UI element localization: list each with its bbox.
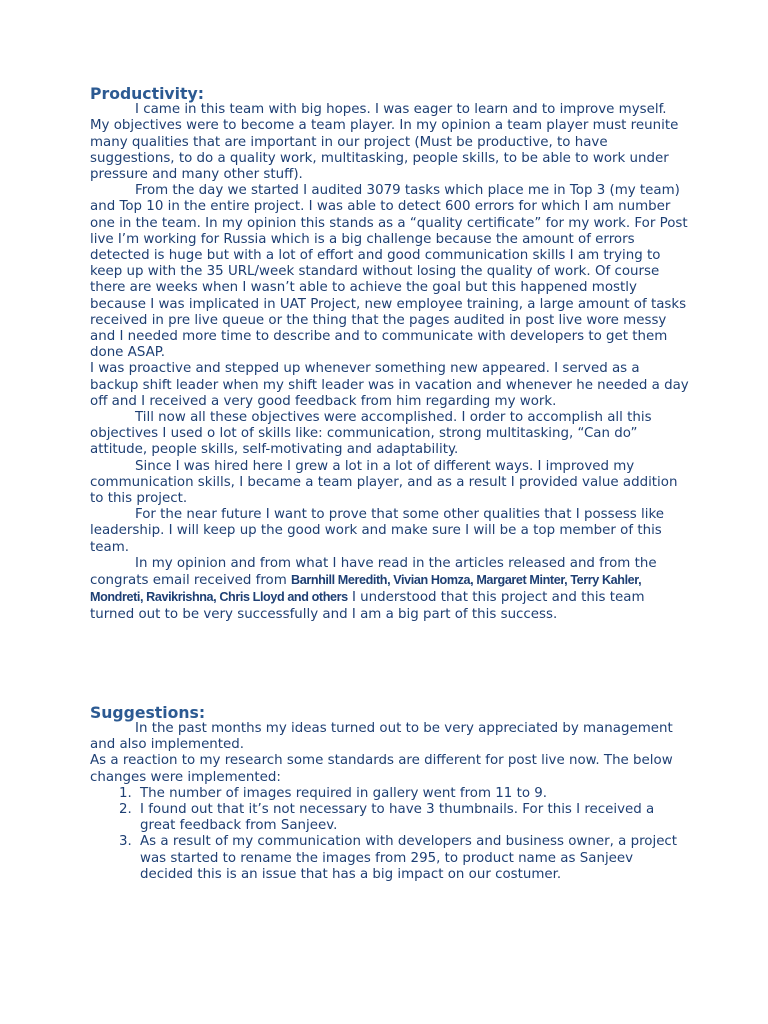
list-item: 1. The number of images required in gallery went from 11 to 9.	[136, 786, 690, 802]
productivity-paragraph-8	[90, 556, 690, 623]
suggestions-heading: Suggestions:	[90, 702, 206, 722]
section-spacer	[90, 623, 690, 705]
productivity-heading: Productivity:	[90, 84, 204, 103]
paragraph-8-intro: In my opinion and from what I have read in the articles released and from the congrats email received from	[90, 555, 657, 589]
congratulators-names: Barnhill Meredith, Vivian Homza, Margaret Minter, Terry Kahler, Mondreti, Ravikrishna, Chris Lloyd and others	[90, 573, 642, 605]
productivity-paragraph-3: From the day we started I audited 3079 tasks which place me in Top 3 (my team) and Top 10 in the entire project. I was able to detect 600 errors for which I am number one in the team. In my opinion this stands as a “quality certificate” for my work. For Post live I’m working for Russia which is a big challenge because the amount of errors detected is huge but with a lot of effort and good communication skills I am trying to keep up with the 35 URL/week standard without losing the quality of work. Of course there are weeks when I wasn’t able to achieve the goal but this happened mostly because I was implicated in UAT Project, new employee training, a large amount of tasks received in pre live queue or the thing that the pages audited in post live wore messy and I needed more time to describe and to communicate with developers to get them done ASAP.	[90, 183, 688, 361]
suggestions-paragraph-2: As a reaction to my research some standards are different for post live now. The below changes were implemented:	[90, 753, 673, 785]
productivity-paragraph-7: For the near future I want to prove that some other qualities that I possess like leadership. I will keep up the good work and make sure I will be a top member of this team.	[90, 507, 664, 555]
paragraph-8-conclusion: I understood that this project and this team turned out to be very successfully and I am a big part of this success.	[90, 590, 645, 622]
document-page	[90, 86, 690, 883]
suggestions-paragraph-1: In the past months my ideas turned out to be very appreciated by management and also implemented.	[90, 720, 673, 753]
productivity-paragraph-5: Till now all these objectives were accomplished. I order to accomplish all this objectives I used o lot of skills like: communication, strong multitasking, “Can do” attitude, people skills, self-motivating and adaptability.	[90, 410, 652, 458]
list-item: 2. I found out that it’s not necessary to have 3 thumbnails. For this I received a great feedback from Sanjeev.	[136, 802, 690, 834]
productivity-paragraph-4: I was proactive and stepped up whenever something new appeared. I served as a backup shift leader when my shift leader was in vacation and whenever he needed a day off and I received a very good feedback from him regarding my work.	[90, 361, 689, 409]
productivity-paragraph-1: I came in this team with big hopes. I was eager to learn and to improve myself.	[135, 102, 667, 118]
list-item: 3. As a result of my communication with developers and business owner, a project was started to rename the images from 295, to product name as Sanjeev decided this is an issue that has a big impact on our costumer.	[136, 834, 690, 883]
productivity-paragraph-2: My objectives were to become a team player. In my opinion a team player must reunite many qualities that are important in our project (Must be productive, to have suggestions, to do a quality work, multitasking, people skills, to be able to work under pressure and many other stuff).	[90, 118, 679, 183]
productivity-paragraph-6: Since I was hired here I grew a lot in a lot of different ways. I improved my communication skills, I became a team player, and as a result I provided value addition to this project.	[90, 458, 678, 507]
implemented-changes-list	[90, 786, 690, 883]
